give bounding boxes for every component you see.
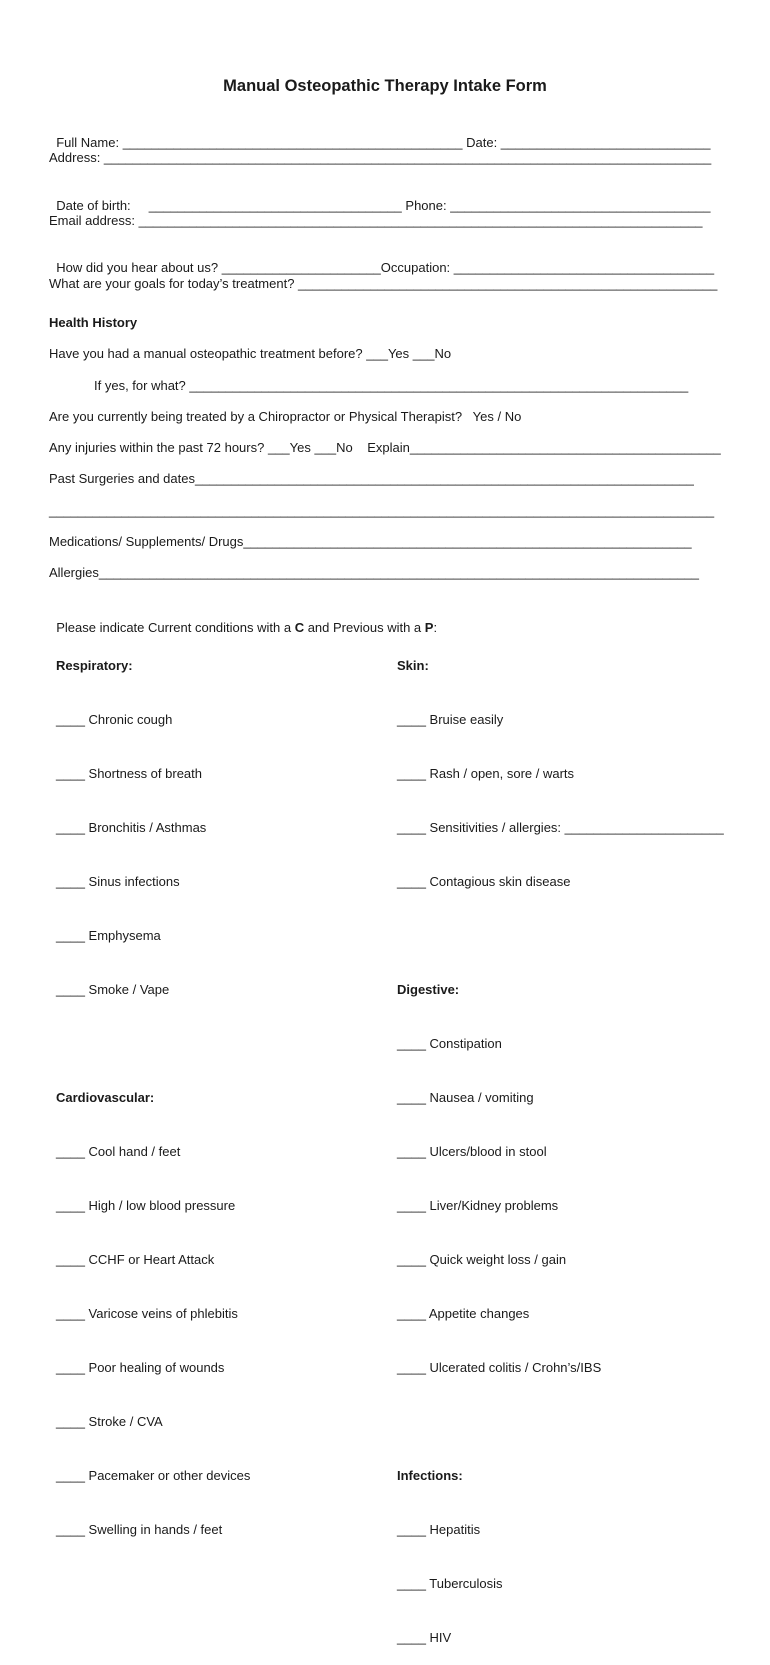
instructions-text: Please indicate Current conditions with a [56,620,295,635]
condition-item[interactable]: ____ Appetite changes [397,1306,530,1321]
phone-field[interactable]: Phone: ____________________________________ [401,198,711,213]
condition-item[interactable]: ____ CCHF or Heart Attack [56,1252,215,1267]
conditions-left-column [56,621,250,1557]
full-name-field[interactable]: Full Name: _______________________________________________ [56,135,463,150]
condition-item[interactable]: ____ Bruise easily [397,712,504,727]
date-field[interactable]: Date: _____________________________ [462,135,711,150]
condition-item[interactable]: ____ Poor healing of wounds [56,1360,225,1375]
condition-item[interactable]: ____ Sinus infections [56,874,180,889]
dob-phone-row [49,182,711,214]
condition-item[interactable]: ____ Hepatitis [397,1522,481,1537]
goals-field[interactable]: What are your goals for today’s treatment? __________________________________________________________ [49,276,718,291]
chiropractor-question[interactable]: Are you currently being treated by a Chiropractor or Physical Therapist? Yes / No [49,409,522,424]
condition-item[interactable]: ____ Tuberculosis [397,1576,503,1591]
prior-treatment-question[interactable]: Have you had a manual osteopathic treatment before? ___Yes ___No [49,346,452,361]
condition-item[interactable]: ____ Swelling in hands / feet [56,1522,223,1537]
full-name-row [49,119,710,151]
condition-item[interactable]: ____ Cool hand / feet [56,1144,181,1159]
address-field[interactable]: Address: ____________________________________________________________________________________ [49,150,712,165]
condition-item[interactable]: ____ Contagious skin disease [397,874,571,889]
condition-item[interactable]: ____ Liver/Kidney problems [397,1198,559,1213]
email-field[interactable]: Email address: ______________________________________________________________________________ [49,213,703,228]
conditions-right-column [397,621,724,1665]
condition-item[interactable]: ____ Constipation [397,1036,502,1051]
medications-field[interactable]: Medications/ Supplements/ Drugs______________________________________________________________ [49,534,692,549]
dob-field[interactable]: Date of birth: ___________________________________ [56,198,402,213]
surgeries-field-line2[interactable]: ____________________________________________________________________________________________ [49,503,715,518]
instructions-text-2: and Previous with a [304,620,425,635]
condition-item[interactable]: ____ Emphysema [56,928,161,943]
condition-item[interactable]: ____ HIV [397,1630,452,1645]
current-marker: C [294,620,305,635]
instructions-colon: : [433,620,438,635]
occupation-field[interactable]: Occupation: ____________________________________ [380,260,715,275]
condition-item[interactable]: ____ Stroke / CVA [56,1414,163,1429]
condition-item[interactable]: ____ Shortness of breath [56,766,202,781]
health-history-heading: Health History [49,315,138,330]
condition-item[interactable]: ____ Sensitivities / allergies: ______________________ [397,820,724,835]
condition-item[interactable]: ____ Ulcers/blood in stool [397,1144,547,1159]
condition-item[interactable]: ____ Rash / open, sore / warts [397,766,575,781]
allergies-field[interactable]: Allergies___________________________________________________________________________________ [49,565,699,580]
hear-occupation-row [49,244,714,276]
condition-item[interactable]: ____ Quick weight loss / gain [397,1252,567,1267]
respiratory-heading: Respiratory: [56,658,133,673]
previous-marker: P [424,620,434,635]
injuries-question[interactable]: Any injuries within the past 72 hours? ___Yes ___No Explain___________________________________________ [49,440,721,455]
infections-heading: Infections: [397,1468,463,1483]
skin-heading: Skin: [397,658,429,673]
if-yes-field[interactable]: If yes, for what? _____________________________________________________________________ [94,378,689,393]
cardiovascular-heading: Cardiovascular: [56,1090,155,1105]
condition-item[interactable]: ____ Ulcerated colitis / Crohn’s/IBS [397,1360,602,1375]
condition-item[interactable]: ____ Nausea / vomiting [397,1090,534,1105]
surgeries-field[interactable]: Past Surgeries and dates_____________________________________________________________________ [49,471,694,486]
hear-about-field[interactable]: How did you hear about us? ______________________ [56,260,381,275]
form-title: Manual Osteopathic Therapy Intake Form [223,77,547,95]
condition-item[interactable]: ____ Pacemaker or other devices [56,1468,251,1483]
digestive-heading: Digestive: [397,982,460,997]
condition-item[interactable]: ____ Varicose veins of phlebitis [56,1306,238,1321]
condition-item[interactable]: ____ Bronchitis / Asthmas [56,820,207,835]
condition-item[interactable]: ____ Smoke / Vape [56,982,170,997]
condition-item[interactable]: ____ Chronic cough [56,712,173,727]
condition-item[interactable]: ____ High / low blood pressure [56,1198,236,1213]
